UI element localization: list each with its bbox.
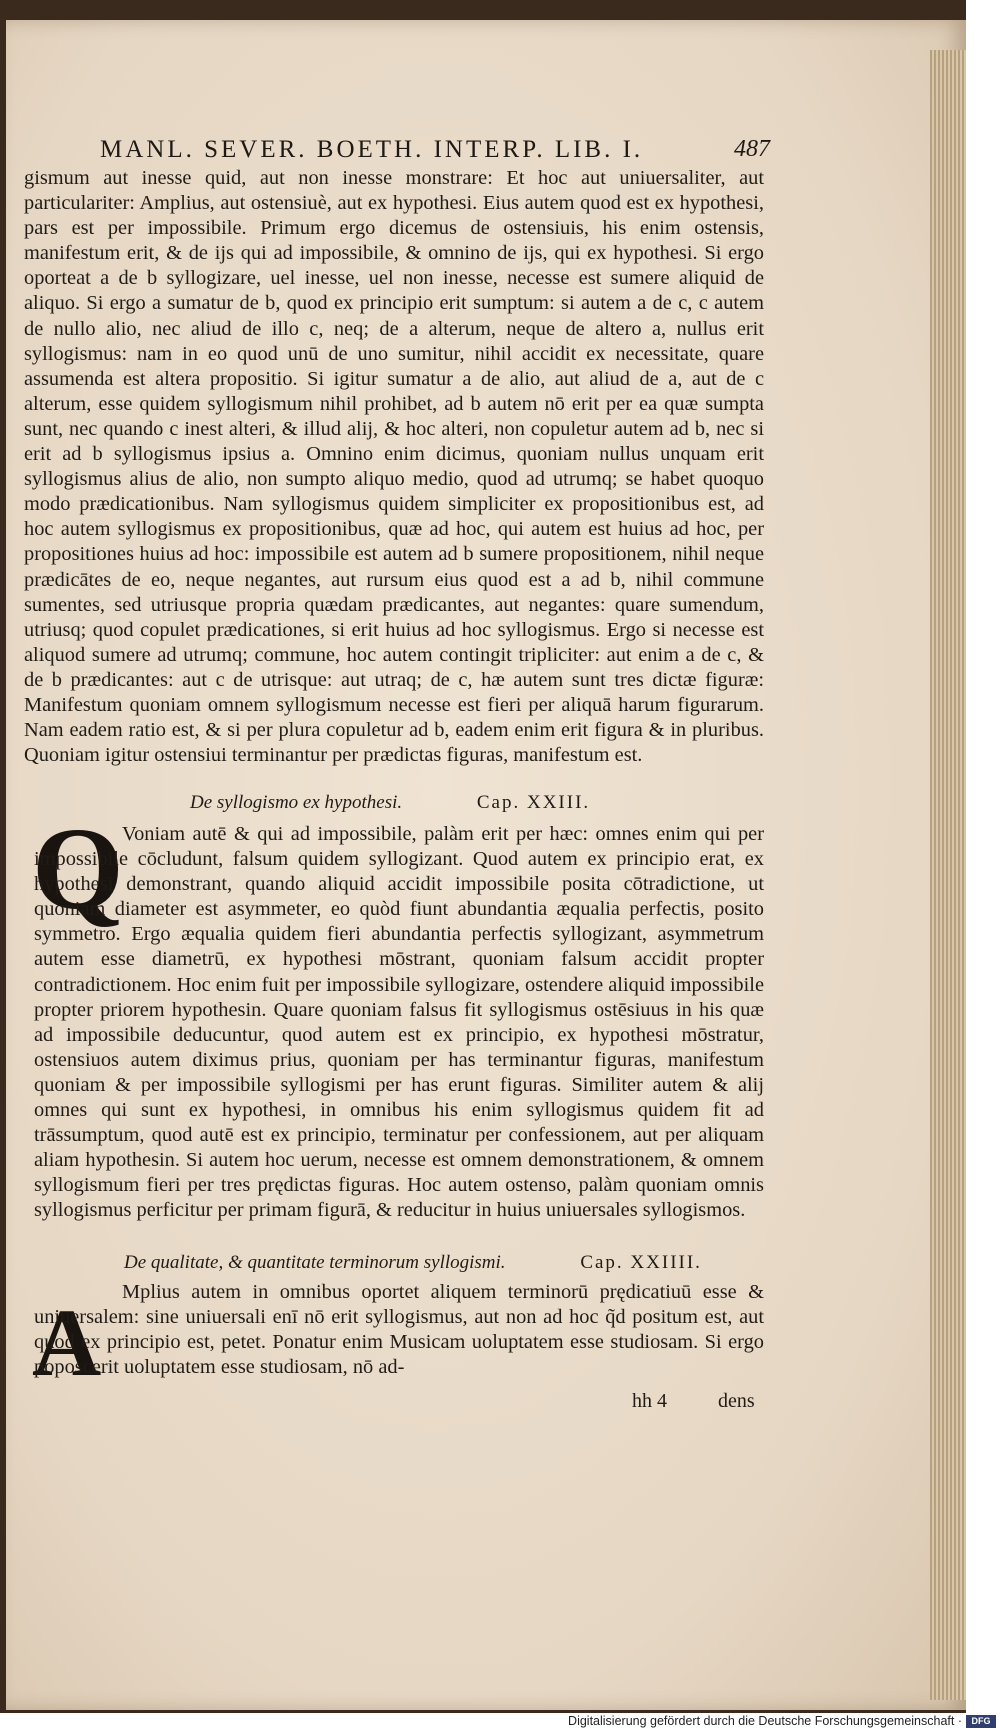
paragraph-1: gismum aut inesse quid, aut non inesse monstrare: Et hoc aut uniuersaliter, aut particulariter: Amplius, aut ostensiuè, aut ex hypothesi. Eius autem quod est ex hypothesi, pars est per impossibile. Primum ergo dicemus de ostensiuis, his enim ostensis, manifestum erit, & de ijs qui ad impossibile, & omnino de ijs, qui ex hypothesi. Si ergo oporteat a de b syllogizare, uel inesse, uel non inesse, necesse est sumere aliquid de aliquo. Si ergo a sumatur de b, quod ex principio erit sumptum: si autem a de c, c autem de nullo alio, nec aliud de illo c, neq; de a alterum, neque de altero a, nullus erit syllogismus: nam in eo quod unū de uno sumitur, nihil accidit ex necessitate, quare assumenda est altera propositio. Si igitur sumatur a de alio, aut aliud de a, aut de c alterum, esse quidem syllogismum nihil prohibet, ad b autem nō erit per ea quæ sumpta sunt, nec quando c inest alteri, & illud alij, & hoc alteri, non copuletur autem ad b, nec si erit ad b syllogismus ipsius a. Omnino enim dicimus, quoniam nullus unquam erit syllogismus alius de alio, non sumpto aliquo medio, quod ad utrumq; se habet quoquo modo prædicationibus. Nam syllogismus quidem simpliciter ex propositionibus est, ad hoc autem syllogismus ex propositionibus, quæ ad hoc, qui autem est huius ad hoc, per propositiones huius ad hoc: impossibile est autem ad b sumere propositionem, nihil neque prædicātes de eo, neque negantes, aut rursum eius quod est a ad b, nihil commune sumentes, sed utriusque propria quædam prædicantes, aut negantes: quare sumendum, utriusq; quod copulet prædicationes, si erit huius ad hoc syllogismus. Ergo si necesse est aliquod sumere ad utrumq; commune, hoc autem contingit tripliciter: aut enim a de c, & de b prædicantes: aut c de utrisque: aut utraq; de c, hæ autem sunt tres dictæ figuræ: Manifestum quoniam omnem syllogismum necesse est fieri per aliquā harum figurarum. Nam eadem ratio est, & si per plura copuletur ad b, eadem enim erit figura & in pluribus. Quoniam igitur ostensiui terminantur per prædictas figuras, manifestum est. [24, 167, 764, 767]
running-head: MANL. SEVER. BOETH. INTERP. LIB. I. [100, 136, 644, 163]
footer-bar [0, 1713, 1000, 1731]
text-block-1 [24, 166, 764, 768]
footer-credit: Digitalisierung gefördert durch die Deutsche Forschungsgemeinschaft · [568, 1714, 962, 1728]
folio-number: 487 [734, 136, 770, 162]
chapter-24-heading [124, 1252, 702, 1274]
chapter-23-title: De syllogismo ex hypothesi. [190, 792, 403, 813]
catchline [632, 1390, 755, 1413]
chapter-23-number: Cap. XXIII. [476, 792, 591, 813]
dropcap-a: A [32, 1289, 102, 1396]
book-page [6, 20, 966, 1710]
text-block-2 [34, 822, 764, 1224]
paragraph-2: Voniam autē & qui ad impossibile, palàm erit per hæc: omnes enim qui per impossibile cōcludunt, falsum quidem syllogizant. Quod autem ex principio erat, ex hypothesi demonstrant, quando aliquid accidit impossibile posita cōtradictione, ut quoniam diameter est asymmeter, eo quòd fiunt abundantia æqualia perfectis, posito symmetro. Ergo æqualia quidem fieri abundantia perfectis syllogizant, asymmetrum autem esse diametrū, ex hypothesi mōstrant, quoniam falsum accidit propter contradictionem. Hoc enim fuit per impossibile syllogizare, ostendere aliquid impossibile propter priorem hypothesin. Quare quoniam falsus fit syllogismus ostēsiuus in his quæ ad impossibile deducuntur, quod autem est ex principio, ex hypothesi mōstratur, ostensiuos autem diximus prius, quoniam per has terminantur figuras, manifestum quoniam & per impossibile syllogismi per has erunt figuras. Similiter autem & alij omnes qui sunt ex hypothesi, in omnibus his enim syllogismus quidem fit ad trāssumptum, quod autē est ex principio, terminatur per confessionem, aut per aliquam aliam hypothesin. Si autem hoc uerum, necesse est omnem demonstrationem, & omnem syllogismum fieri per tres prędictas figuras. Hoc autem ostenso, palàm quoniam omnis syllogismus perficitur per primam figurā, & reducitur in huius uniuersales syllogismos. [34, 823, 764, 1222]
text-block-3 [34, 1280, 764, 1380]
page-edge [930, 50, 966, 1700]
catchword: dens [718, 1390, 755, 1412]
dropcap-q: Q [32, 803, 124, 934]
chapter-23-heading [190, 792, 590, 814]
chapter-24-title: De qualitate, & quantitate terminorum syllogismi. [124, 1252, 506, 1273]
chapter-24-number: Cap. XXIIII. [580, 1252, 702, 1273]
paragraph-3: Mplius autem in omnibus oportet aliquem terminorū prędicatiuū esse & uniuersalem: sine uniuersali enī nō erit syllogismus, aut non ad hoc q̃d positum est, aut quod ex principio est, petet. Ponatur enim Musicam uoluptatem esse studiosam. Si ergo poposcerit uoluptatem esse studiosam, nō ad- [34, 1281, 764, 1379]
dfg-logo: DFG [966, 1715, 996, 1728]
signature-mark: hh 4 [632, 1390, 667, 1412]
